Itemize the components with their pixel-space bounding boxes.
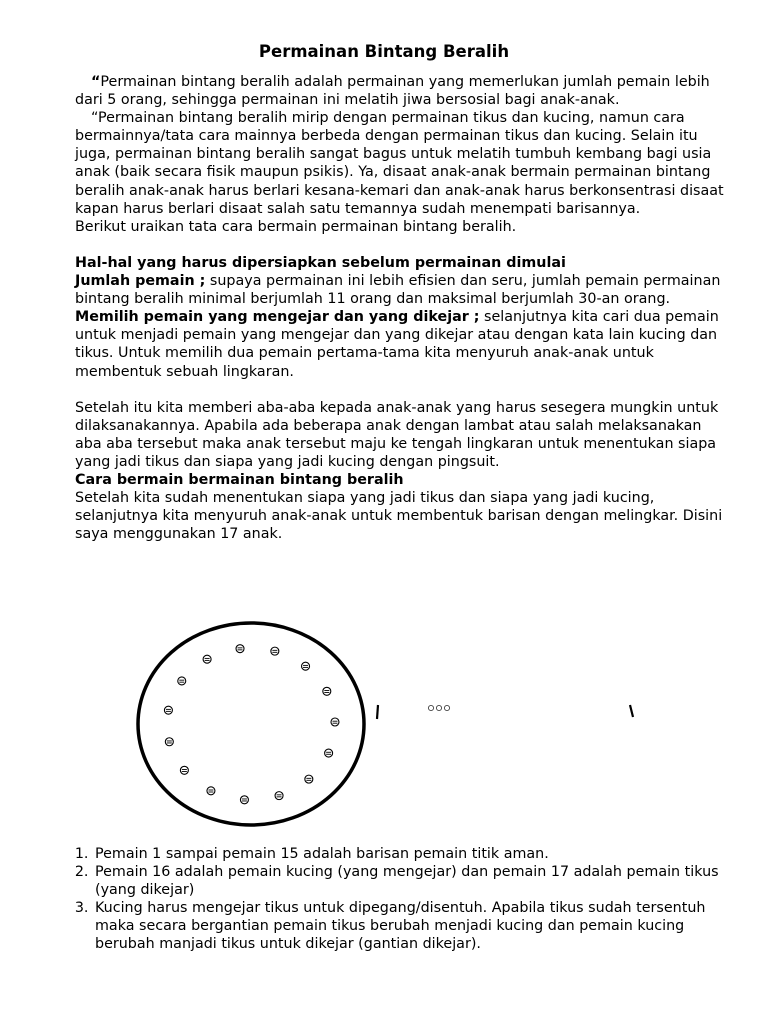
player-marker xyxy=(302,662,310,670)
player-head-icon xyxy=(164,706,172,714)
howto-paragraph: Setelah kita sudah menentukan siapa yang jadi tikus dan siapa yang jadi kucing, selanjutnya kita menyuruh anak-anak untuk membentuk barisan dengan melingkar. Disini saya menggunakan 17 anak. xyxy=(75,490,723,543)
intro-paragraph-3: Berikut uraikan tata cara bermain permainan bintang beralih. xyxy=(75,218,517,235)
page-title: Permainan Bintang Beralih xyxy=(258,42,510,61)
player-head-icon xyxy=(271,647,279,655)
formation-diagram xyxy=(130,618,650,833)
player-marker xyxy=(305,775,313,783)
jumlah-pemain-label: Jumlah pemain ; xyxy=(75,273,206,290)
player-head-icon xyxy=(275,792,283,800)
player-marker xyxy=(325,749,333,757)
side-players-group xyxy=(428,705,449,710)
player-marker xyxy=(165,738,173,746)
memilih-pemain-label: Memilih pemain yang mengejar dan yang dikejar ; xyxy=(75,309,480,326)
step-item: 1. Pemain 1 sampai pemain 15 adalah barisan pemain titik aman. xyxy=(93,845,733,863)
player-marker xyxy=(275,792,283,800)
left-tick-mark xyxy=(377,705,378,719)
player-marker xyxy=(180,766,188,774)
player-head-icon xyxy=(207,787,215,795)
step-item: 2. Pemain 16 adalah pemain kucing (yang mengejar) dan pemain 17 adalah pemain tikus (yang dikejar) xyxy=(93,863,733,899)
howto-heading xyxy=(75,471,725,489)
right-tick-mark xyxy=(630,705,633,717)
jumlah-pemain-paragraph xyxy=(75,272,725,308)
preparation-heading xyxy=(75,254,725,272)
player-marker xyxy=(236,645,244,653)
side-player-icon xyxy=(436,705,441,710)
player-head-icon xyxy=(305,775,313,783)
player-head-icon xyxy=(302,662,310,670)
howto-heading-text: Cara bermain bermainan bintang beralih xyxy=(75,472,404,489)
player-head-icon xyxy=(180,766,188,774)
players-group xyxy=(164,645,339,804)
circle-formation-figure xyxy=(130,618,650,833)
preparation-heading-text: Hal-hal yang harus dipersiapkan sebelum permainan dimulai xyxy=(75,254,566,271)
player-head-icon xyxy=(236,645,244,653)
player-head-icon xyxy=(178,677,186,685)
player-circle-outline xyxy=(138,623,364,825)
player-head-icon xyxy=(331,718,339,726)
step-item: 3. Kucing harus mengejar tikus untuk dipegang/disentuh. Apabila tikus sudah tersentuh maka secara bergantian pemain tikus berubah menjadi kucing dan pemain kucing berubah manjadi tikus untuk dikejar (gantian dikejar). xyxy=(93,899,733,953)
memilih-pemain-paragraph xyxy=(75,308,725,380)
player-head-icon xyxy=(325,749,333,757)
player-head-icon xyxy=(323,687,331,695)
spacer xyxy=(75,381,725,399)
player-head-icon xyxy=(240,796,248,804)
intro-paragraph-1 xyxy=(75,73,725,109)
intro-paragraph-2: “Permainan bintang beralih mirip dengan permainan tikus dan kucing, namun cara bermainnya/tata cara mainnya berbeda dengan permainan tikus dan kucing. Selain itu juga, permainan bintang beralih sangat bagus untuk melatih tumbuh kembang bagi usia anak (baik secara fisik maupun psikis). Ya, disaat anak-anak bermain permainan bintang beralih anak-anak harus berlari kesana-kemari dan anak-anak harus berkonsentrasi disaat kapan harus berlari disaat salah satu temannya sudah menempati barisannya. xyxy=(75,110,724,217)
spacer xyxy=(75,236,725,254)
player-marker xyxy=(331,718,339,726)
player-head-icon xyxy=(165,738,173,746)
player-marker xyxy=(178,677,186,685)
setelah-paragraph: Setelah itu kita memberi aba-aba kepada anak-anak yang harus sesegera mungkin untuk dilaksanakannya. Apabila ada beberapa anak dengan lambat atau salah melaksanakan aba aba tersebut maka anak tersebut maju ke tengah lingkaran untuk menentukan siapa yang jadi tikus dan siapa yang jadi kucing dengan pingsuit. xyxy=(75,399,719,470)
steps-list xyxy=(75,845,733,954)
player-marker xyxy=(164,706,172,714)
side-player-icon xyxy=(444,705,449,710)
player-head-icon xyxy=(203,655,211,663)
memilih-pemain-text: selanjutnya kita cari dua pemain untuk menjadi pemain yang mengejar dan yang dikejar atau dengan kata lain kucing dan tikus. Untuk memilih dua pemain pertama-tama kita menyuruh anak-anak untuk membentuk sebuah lingkaran. xyxy=(75,309,719,380)
jumlah-pemain-text: supaya permainan ini lebih efisien dan seru, jumlah pemain permainan bintang beralih minimal berjumlah 11 orang dan maksimal berjumlah 30-an orang. xyxy=(75,273,721,308)
player-marker xyxy=(240,796,248,804)
opening-quote: “ xyxy=(91,74,101,90)
player-marker xyxy=(207,787,215,795)
player-marker xyxy=(323,687,331,695)
player-marker xyxy=(203,655,211,663)
side-player-icon xyxy=(428,705,433,710)
player-marker xyxy=(271,647,279,655)
intro-paragraph-1-text: Permainan bintang beralih adalah permainan yang memerlukan jumlah pemain lebih dari 5 orang, sehingga permainan ini melatih jiwa bersosial bagi anak-anak. xyxy=(75,74,710,109)
document-body xyxy=(75,73,725,543)
